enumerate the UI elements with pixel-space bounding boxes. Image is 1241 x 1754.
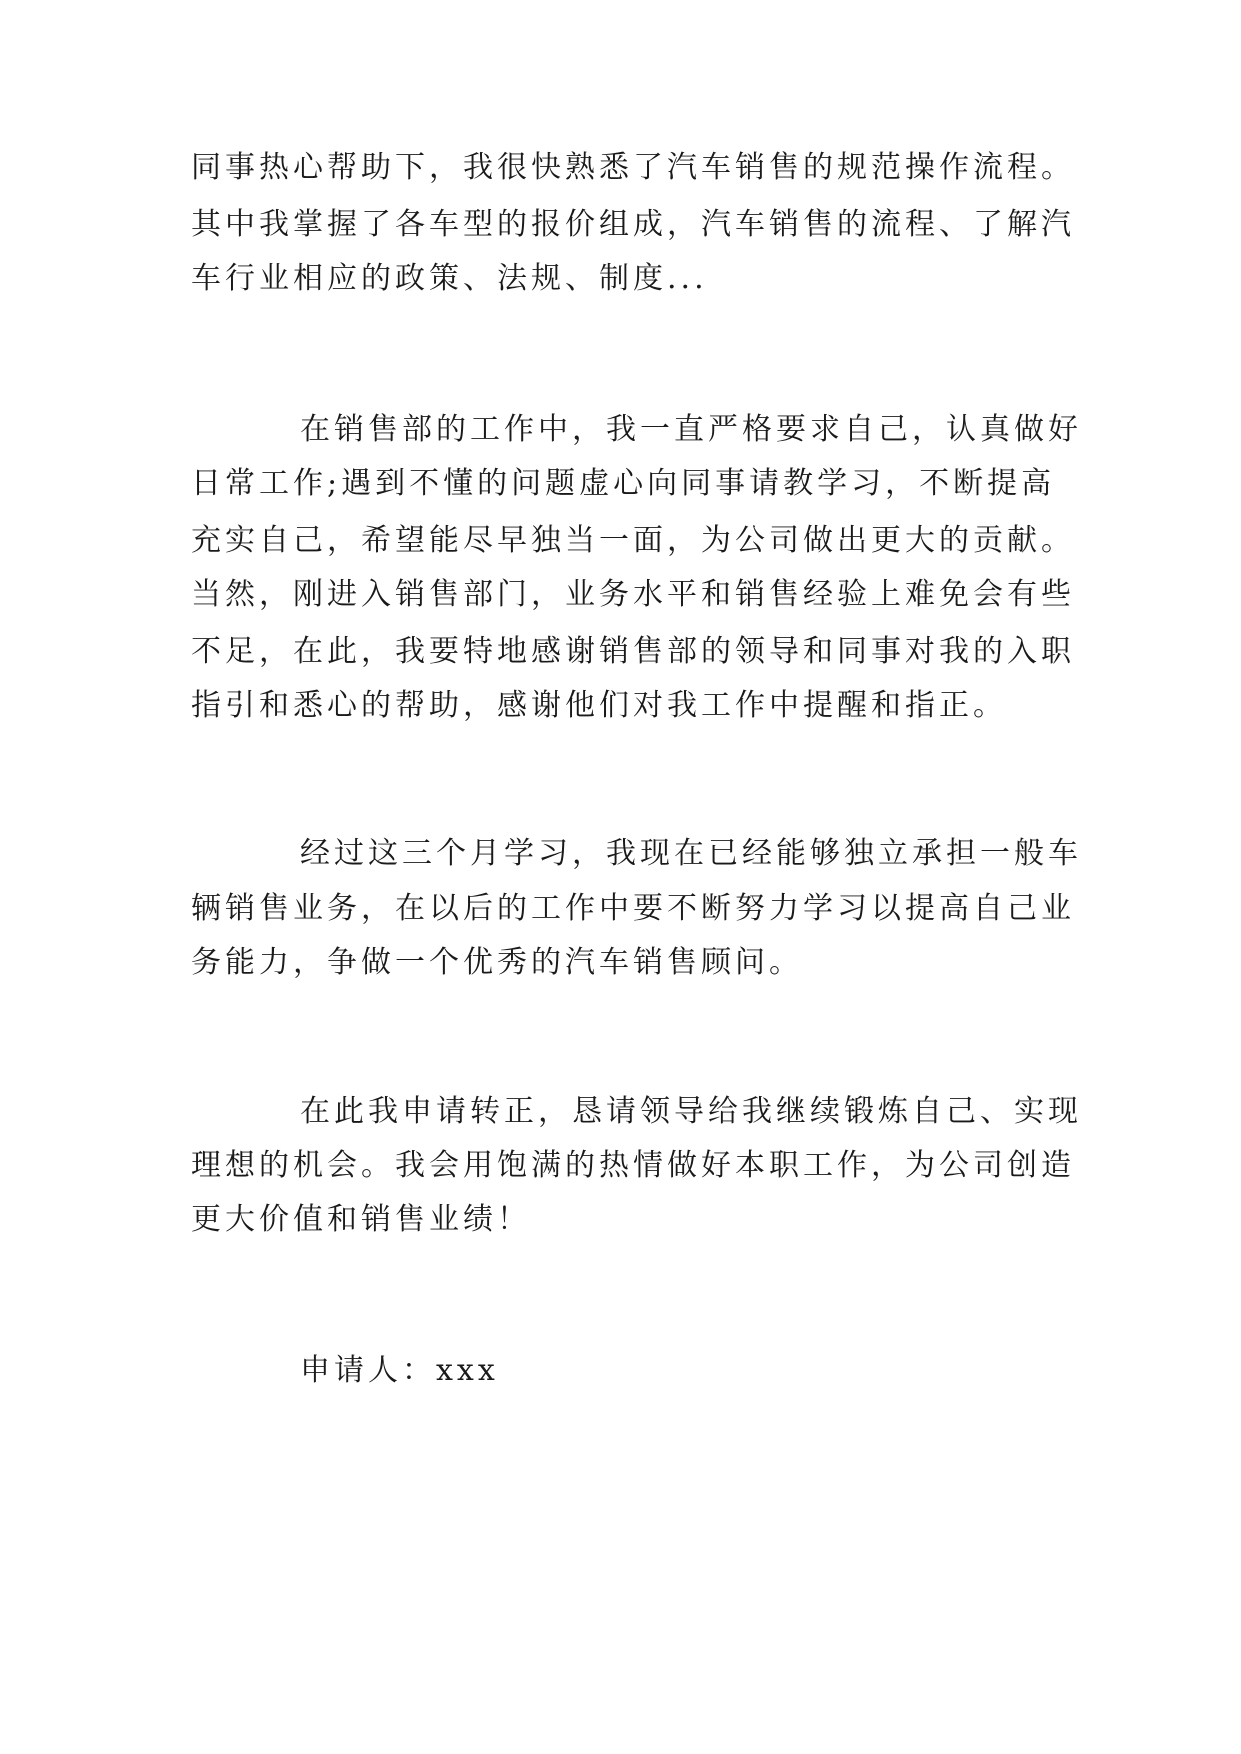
paragraph-2-line-6: 指引和悉心的帮助，感谢他们对我工作中提醒和指正。	[191, 688, 1007, 723]
signature-line: 申请人：xxx	[300, 1353, 499, 1388]
paragraph-4-line-2: 理想的机会。我会用饱满的热情做好本职工作，为公司创造	[191, 1148, 1075, 1183]
paragraph-2-line-5: 不足，在此，我要特地感谢销售部的领导和同事对我的入职	[191, 634, 1075, 669]
paragraph-1-line-3: 车行业相应的政策、法规、制度...	[191, 261, 708, 296]
paragraph-3-line-1: 经过这三个月学习，我现在已经能够独立承担一般车	[300, 836, 1082, 871]
paragraph-3-line-3: 务能力，争做一个优秀的汽车销售顾问。	[191, 945, 803, 980]
paragraph-4-line-3: 更大价值和销售业绩！	[191, 1202, 531, 1237]
paragraph-3-line-2: 辆销售业务，在以后的工作中要不断努力学习以提高自己业	[191, 891, 1075, 926]
paragraph-2-line-3: 充实自己，希望能尽早独当一面，为公司做出更大的贡献。	[191, 523, 1075, 558]
paragraph-2-line-4: 当然，刚进入销售部门，业务水平和销售经验上难免会有些	[191, 577, 1075, 612]
paragraph-2-line-2: 日常工作;遇到不懂的问题虚心向同事请教学习，不断提高	[191, 466, 1056, 501]
paragraph-1-line-1: 同事热心帮助下，我很快熟悉了汽车销售的规范操作流程。	[191, 150, 1075, 185]
paragraph-1-line-2: 其中我掌握了各车型的报价组成，汽车销售的流程、了解汽	[191, 207, 1075, 242]
paragraph-2-line-1: 在销售部的工作中，我一直严格要求自己，认真做好	[300, 412, 1082, 447]
paragraph-4-line-1: 在此我申请转正，恳请领导给我继续锻炼自己、实现	[300, 1094, 1082, 1129]
